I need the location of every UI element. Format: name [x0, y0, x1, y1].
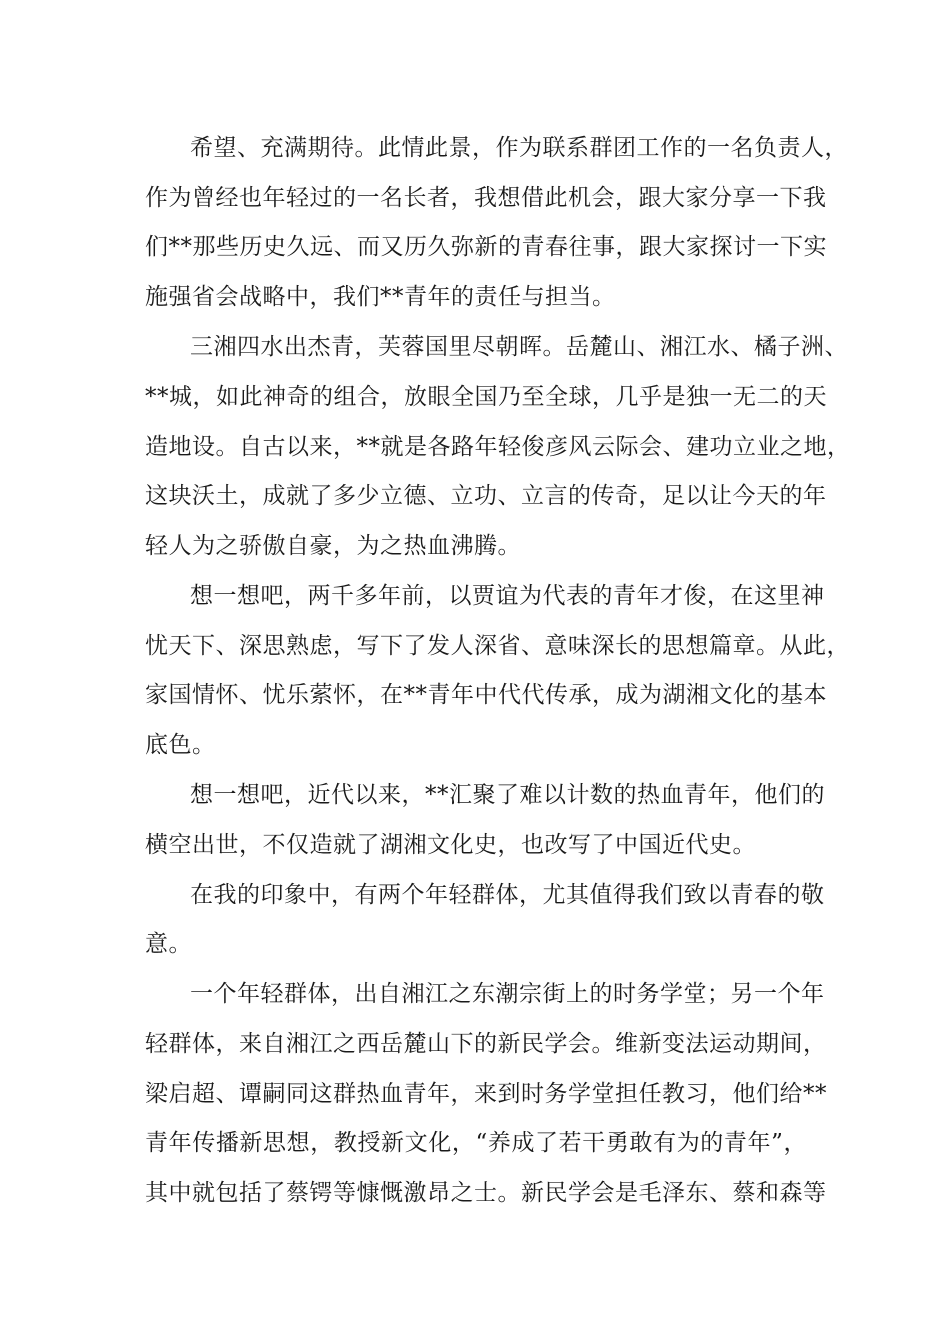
text-line: 在我的印象中，有两个年轻群体，尤其值得我们致以青春的敬: [190, 882, 825, 908]
text-line: 造地设。自古以来，**就是各路年轻俊彦风云际会、建功立业之地，: [145, 434, 851, 460]
text-line: 家国情怀、忧乐萦怀，在**青年中代代传承，成为湖湘文化的基本: [145, 682, 827, 708]
text-line: 意。: [145, 931, 192, 957]
text-line: 希望、充满期待。此情此景，作为联系群团工作的一名负责人，: [190, 135, 848, 161]
text-line: 想一想吧，近代以来，**汇聚了难以计数的热血青年，他们的: [190, 782, 825, 808]
text-line: 轻人为之骄傲自豪，为之热血沸腾。: [145, 533, 521, 559]
text-line: 施强省会战略中，我们**青年的责任与担当。: [145, 284, 616, 310]
text-line: 想一想吧，两千多年前，以贾谊为代表的青年才俊，在这里神: [190, 583, 825, 609]
text-line: 一个年轻群体，出自湘江之东潮宗街上的时务学堂；另一个年: [190, 981, 825, 1007]
text-line: 三湘四水出杰青，芙蓉国里尽朝晖。岳麓山、湘江水、橘子洲、: [190, 334, 848, 360]
text-line: **城，如此神奇的组合，放眼全国乃至全球，几乎是独一无二的天: [145, 384, 827, 410]
text-line: 忧天下、深思熟虑，写下了发人深省、意味深长的思想篇章。从此，: [145, 633, 850, 659]
text-line: 这块沃土，成就了多少立德、立功、立言的传奇，足以让今天的年: [145, 483, 827, 509]
text-line: 们**那些历史久远、而又历久弥新的青春往事，跟大家探讨一下实: [145, 234, 827, 260]
text-line: 其中就包括了蔡锷等慷慨激昂之士。新民学会是毛泽东、蔡和森等: [145, 1180, 827, 1206]
text-line: 底色。: [145, 732, 216, 758]
text-line: 作为曾经也年轻过的一名长者，我想借此机会，跟大家分享一下我: [145, 185, 827, 211]
text-line: 轻群体，来自湘江之西岳麓山下的新民学会。维新变法运动期间，: [145, 1031, 827, 1057]
text-line: 梁启超、谭嗣同这群热血青年，来到时务学堂担任教习，他们给**: [145, 1081, 827, 1107]
text-line: 横空出世，不仅造就了湖湘文化史，也改写了中国近代史。: [145, 832, 756, 858]
text-line: 青年传播新思想，教授新文化，“养成了若干勇敢有为的青年”，: [145, 1130, 807, 1156]
